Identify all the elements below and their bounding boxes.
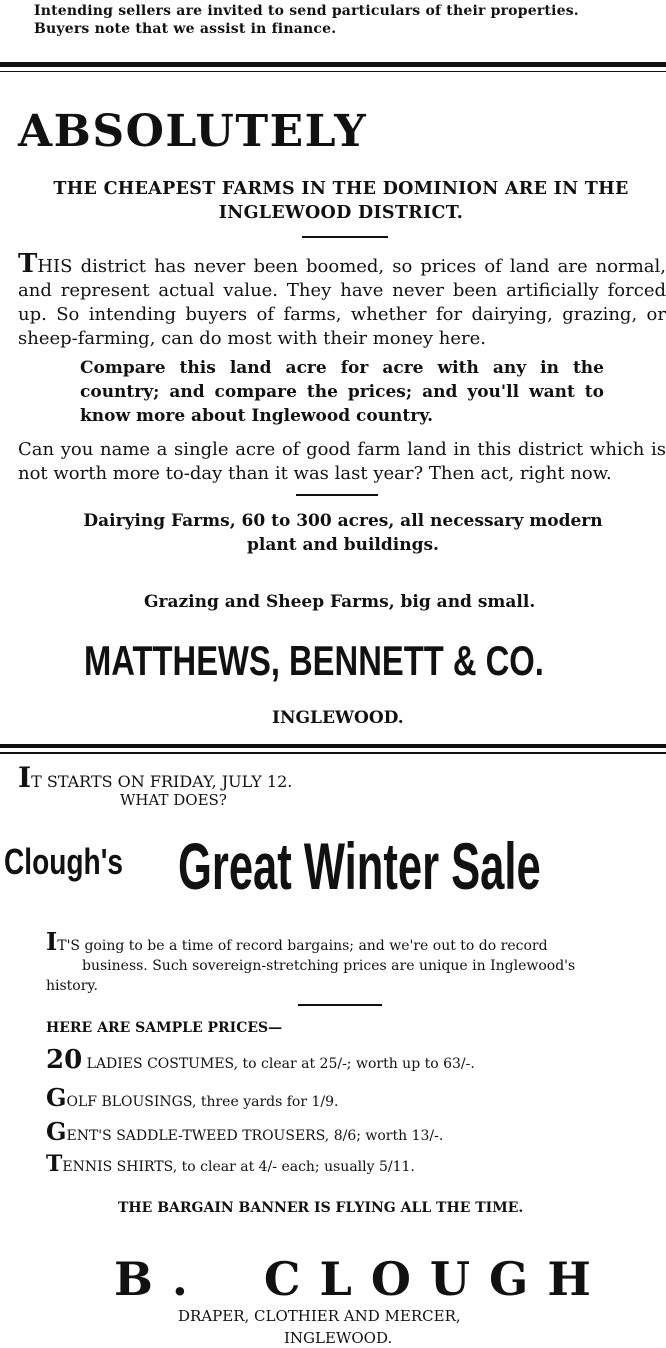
firm-town: INGLEWOOD. — [272, 708, 404, 728]
item-golf-blousings — [46, 1083, 339, 1112]
clough-trade: DRAPER, CLOTHIER AND MERCER, — [178, 1307, 461, 1325]
drop-initial-its: I — [46, 927, 58, 956]
headline-absolutely: ABSOLUTELY — [18, 106, 368, 157]
grazing-line: Grazing and Sheep Farms, big and small. — [144, 592, 536, 612]
dairying-line2: plant and buildings. — [247, 535, 439, 555]
clough-label-wrap — [4, 840, 164, 890]
item4-initial: T — [46, 1151, 63, 1177]
sample-prices-heading: HERE ARE SAMPLE PRICES— — [46, 1020, 283, 1036]
divider-mid-thin — [0, 752, 666, 754]
sale-title-wrap — [178, 828, 666, 908]
firm-name: MATTHEWS, BENNETT & CO. — [84, 637, 544, 684]
dairying-line1: Dairying Farms, 60 to 300 acres, all necessary modern — [83, 511, 603, 531]
item3-initial: G — [46, 1117, 67, 1146]
clough-town: INGLEWOOD. — [284, 1329, 393, 1347]
drop-initial-t: T — [18, 249, 38, 279]
firm-name-wrap — [84, 636, 604, 688]
clough-label: Clough's — [4, 841, 123, 882]
item-gents-trousers — [46, 1117, 444, 1146]
item3-text: ENT'S SADDLE-TWEED TROUSERS, 8/6; worth 13/-. — [66, 1128, 444, 1144]
item-ladies-costumes — [46, 1045, 475, 1075]
starts-line — [18, 761, 293, 794]
subhead-line1: THE CHEAPEST FARMS IN THE DOMINION ARE IN THE — [53, 179, 629, 199]
item2-initial: G — [46, 1083, 67, 1112]
starts-text: T STARTS ON FRIDAY, JULY 12. — [31, 772, 293, 791]
divider-short-3 — [298, 1004, 382, 1006]
item4-text: ENNIS SHIRTS, to clear at 4/- each; usually 5/11. — [62, 1159, 415, 1175]
divider-top-thin — [0, 71, 666, 72]
item2-text: OLF BLOUSINGS, three yards for 1/9. — [66, 1094, 339, 1110]
para-compare: Compare this land acre for acre with any in the country; and compare the prices; and you'll want to know more about Inglewood country. — [80, 358, 604, 426]
buyers-notice: Buyers note that we assist in finance. — [34, 21, 337, 37]
intro-line2: business. Such sovereign-stretching prices are unique in Inglewood's — [82, 958, 576, 974]
intro-line3: history. — [46, 978, 98, 994]
divider-short-2 — [296, 494, 378, 496]
divider-top-thick — [0, 62, 666, 67]
divider-mid-thick — [0, 744, 666, 748]
bargain-banner: THE BARGAIN BANNER IS FLYING ALL THE TIME. — [118, 1200, 524, 1216]
item-tennis-shirts — [46, 1151, 415, 1177]
intro-line1: T'S going to be a time of record bargains; and we're out to do record — [57, 938, 548, 954]
drop-initial-i: I — [18, 761, 32, 794]
para-district-text: HIS district has never been boomed, so prices of land are normal, and represent actual value. They have never been artificially forced up. So intending buyers of farms, whether for dairying, grazing, or sheep-farming, can do most with their money here. — [18, 256, 666, 349]
clough-name: B. CLOUGH — [114, 1252, 610, 1306]
sale-intro — [46, 927, 636, 996]
para-question: Can you name a single acre of good farm land in this district which is not worth more to-day than it was last year? Then act, right now. — [18, 439, 666, 484]
item1-number: 20 — [46, 1045, 83, 1075]
para-district — [18, 249, 666, 351]
what-does: WHAT DOES? — [120, 791, 227, 809]
sale-title: Great Winter Sale — [178, 829, 541, 903]
item1-text: LADIES COSTUMES, to clear at 25/-; worth up to 63/-. — [86, 1056, 475, 1072]
divider-short-1 — [302, 236, 388, 238]
sellers-notice: Intending sellers are invited to send particulars of their properties. — [34, 3, 579, 19]
subhead-line2: INGLEWOOD DISTRICT. — [218, 203, 464, 223]
